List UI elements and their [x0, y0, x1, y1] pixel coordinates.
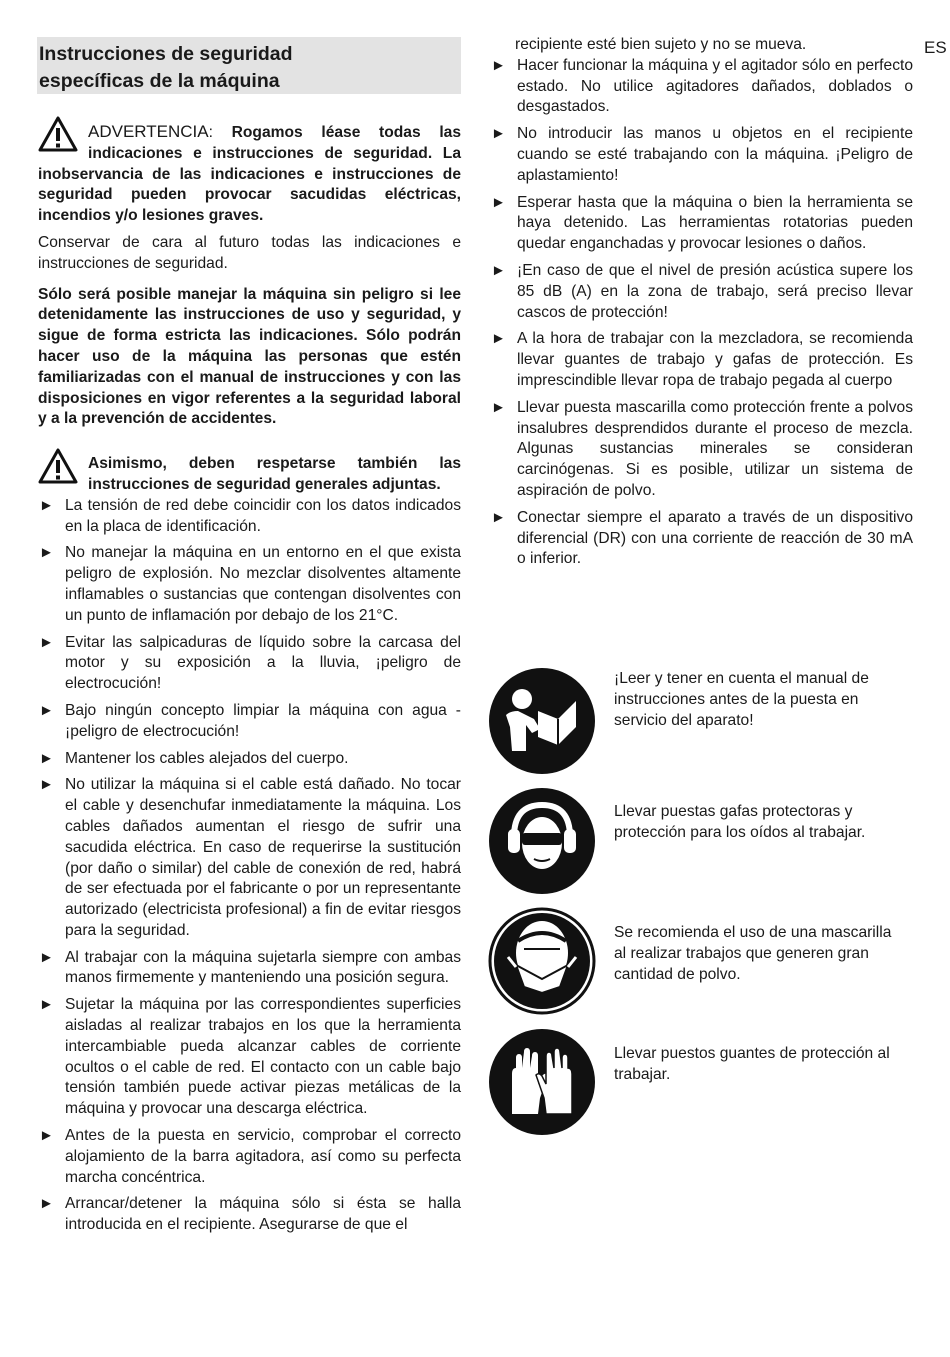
section-title-line1: Instrucciones de seguridad: [39, 43, 293, 65]
warning-triangle-icon: [38, 116, 78, 152]
list-item: ► Esperar hasta que la máquina o bien la herramienta se haya detenido. Las herramientas rotatorias pueden quedar enganchadas y provocar lesiones o daños.: [491, 193, 913, 253]
list-item: ► No introducir las manos u objetos en el recipiente cuando se esté trabajando con la máquina. ¡Peligro de aplastamiento!: [491, 125, 913, 184]
language-tag: ES: [924, 38, 947, 57]
list-item: ► Arrancar/detener la máquina sólo si ésta se halla introducida en el recipiente. Asegurarse de que el: [39, 1195, 461, 1234]
bullet-arrow-icon: ►: [39, 996, 54, 1014]
general-safety-text: Asimismo, deben respetarse también las instrucciones de seguridad generales adjuntas.: [88, 455, 461, 493]
warning-colon: :: [208, 124, 213, 141]
read-manual-icon: [488, 667, 596, 775]
symbol-text-dust-mask: Se recomienda el uso de una mascarilla al realizar trabajos que generen gran cantidad de polvo.: [614, 924, 892, 983]
goggles-ear-protection-icon: [488, 787, 596, 895]
bullet-arrow-icon: ►: [491, 56, 506, 74]
bullet-arrow-icon: ►: [39, 496, 54, 514]
bullet-arrow-icon: ►: [39, 544, 54, 562]
symbol-text-goggles-ear: Llevar puestas gafas protectoras y protección para los oídos al trabajar.: [614, 803, 866, 841]
list-item: ► Bajo ningún concepto limpiar la máquina con agua - ¡peligro de electrocución!: [39, 701, 461, 740]
warning-triangle-icon: [38, 448, 78, 484]
left-column: [38, 122, 461, 1242]
section-title: [37, 37, 461, 94]
bullet-arrow-icon: ►: [491, 508, 506, 526]
left-bullet-list: [38, 496, 461, 1236]
bullet-arrow-icon: ►: [39, 749, 54, 767]
bullet-arrow-icon: ►: [39, 701, 54, 719]
symbol-text-gloves: Llevar puestos guantes de protección al trabajar.: [614, 1045, 890, 1083]
dust-mask-icon: [488, 907, 596, 1015]
list-item: ► No manejar la máquina en un entorno en el que exista peligro de explosión. No mezclar disolventes altamente inflamables o sustancias que contengan disolventes con un punto de inflamación por debajo de los 21°C.: [39, 544, 461, 624]
list-item: ► Llevar puesta mascarilla como protección frente a polvos insalubres desprendidos durante el proceso de mezcla. Algunas sustancias minerales se consideran carcinógenas. Si es posible, utilizar un sistema de aspiración de polvo.: [491, 398, 913, 499]
bullet-arrow-icon: ►: [491, 125, 506, 143]
symbol-text-read-manual: ¡Leer y tener en cuenta el manual de instrucciones antes de la puesta en servicio del aparato!: [614, 670, 869, 729]
bullet-arrow-icon: ►: [491, 193, 506, 211]
bullet-arrow-icon: ►: [491, 330, 506, 348]
list-item: ► Hacer funcionar la máquina y el agitador sólo en perfecto estado. No utilice agitadores dañados, doblados o desgastados.: [491, 56, 913, 116]
list-item: ► ¡En caso de que el nivel de presión acústica supere los 85 dB (A) en la zona de trabajo, será preciso llevar cascos de protección!: [491, 261, 913, 321]
warning-block: [38, 122, 461, 227]
bullet-arrow-icon: ►: [39, 1195, 54, 1213]
list-item: ► A la hora de trabajar con la mezcladora, se recomienda llevar guantes de trabajo y gafas de protección. Es imprescindible llevar ropa de trabajo pegada al cuerpo: [491, 330, 913, 389]
continued-text: recipiente esté bien sujeto y no se mueva.: [515, 36, 807, 53]
list-item: ► Conectar siempre el aparato a través de un dispositivo diferencial (DR) con una corriente de reacción de 30 mA o inferior.: [491, 508, 913, 568]
list-item: ► No utilizar la máquina si el cable está dañado. No tocar el cable y desenchufar inmediatamente la máquina. Los cables dañados aumentan el riesgo de sufrir una sacudida eléctrica. En caso de requerirse la sustitución (por daño o similar) del cable de conexión de red, habrá de ser efectuada por el fabricante o por un representante autorizado (electricista profesional) a fin de evitar riesgos para la seguridad.: [39, 776, 461, 939]
bullet-arrow-icon: ►: [39, 633, 54, 651]
safe-operation-paragraph: Sólo será posible manejar la máquina sin peligro si lee detenidamente las instrucciones de uso y seguridad, y sigue de forma estricta las indicaciones. Sólo podrán hacer uso de la máquina las personas que estén familiarizadas con el manual de instrucciones y con las disposiciones en vigor referentes a la seguridad laboral y a la prevención de accidentes.: [38, 285, 461, 428]
warning-label: ADVERTENCIA: [88, 122, 209, 141]
bullet-arrow-icon: ►: [39, 1127, 54, 1145]
list-item: ► Mantener los cables alejados del cuerpo.: [38, 749, 461, 770]
bullet-arrow-icon: ►: [491, 398, 506, 416]
section-title-line2: específicas de la máquina: [39, 70, 280, 92]
general-safety-warning: [38, 454, 461, 496]
bullet-arrow-icon: ►: [39, 948, 54, 966]
list-item: ► La tensión de red debe coincidir con los datos indicados en la placa de identificación.: [39, 496, 461, 535]
right-column: [490, 35, 913, 576]
list-item: ► Evitar las salpicaduras de líquido sobre la carcasa del motor y su exposición a la lluvia, ¡peligro de electrocución!: [39, 633, 461, 693]
bullet-arrow-icon: ►: [491, 261, 506, 279]
bullet-arrow-icon: ►: [39, 776, 54, 794]
gloves-icon: [488, 1028, 596, 1136]
warning-text: Rogamos léase todas las indicaciones e instrucciones de seguridad. La inobservancia de las indicaciones e instrucciones de seguridad pueden provocar sacudidas eléctricas, incendios y/o lesiones graves.: [38, 124, 461, 225]
list-item: ► Al trabajar con la máquina sujetarla siempre con ambas manos firmemente y manteniendo una posición segura.: [39, 948, 461, 987]
keep-instructions-paragraph: Conservar de cara al futuro todas las indicaciones e instrucciones de seguridad.: [38, 233, 461, 272]
right-bullet-list: [490, 56, 913, 570]
list-item: ► Sujetar la máquina por las correspondientes superficies aisladas al realizar trabajos en los que la herramienta intercambiable pueda alcanzar cables de corriente ocultos o el cable de red. El contacto con un cable bajo tensión también puede activar piezas metálicas de la máquina y provocar una descarga eléctrica.: [39, 996, 461, 1118]
list-item: ► Antes de la puesta en servicio, comprobar el correcto alojamiento de la barra agitadora, así como su perfecta marcha concéntrica.: [39, 1127, 461, 1186]
